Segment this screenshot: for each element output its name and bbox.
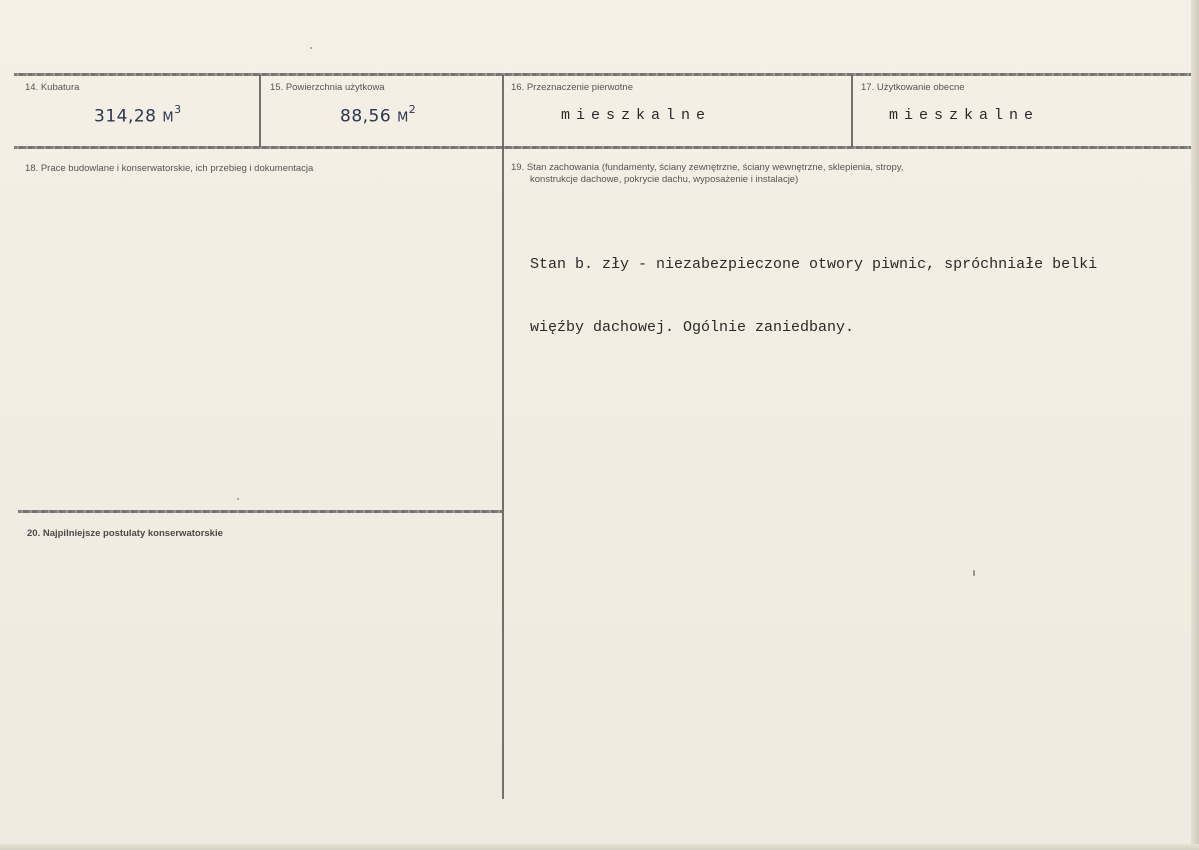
- card-edge-bottom: [0, 844, 1199, 850]
- kubatura-number: 314,28: [94, 106, 157, 127]
- kubatura-label: 14. Kubatura: [25, 82, 80, 93]
- paper-speck: [973, 570, 975, 576]
- prace-label: 18. Prace budowlane i konserwatorskie, ich przebieg i dokumentacja: [25, 163, 314, 174]
- stan-text-line2: więźby dachowej. Ogólnie zaniedbany.: [530, 319, 855, 336]
- left-split-rule: [18, 510, 502, 513]
- powierzchnia-value: [340, 105, 416, 127]
- paper-speck: [237, 498, 239, 500]
- paper-speck: [310, 47, 312, 49]
- card-edge-right: [1191, 0, 1199, 850]
- przeznaczenie-value: mieszkalne: [561, 107, 712, 124]
- przeznaczenie-label: 16. Przeznaczenie pierwotne: [511, 82, 633, 93]
- powierzchnia-number: 88,56: [340, 106, 392, 127]
- stan-text: [530, 212, 1170, 380]
- uzytkowanie-value: mieszkalne: [889, 107, 1040, 124]
- stan-text-line1: Stan b. zły - niezabezpieczone otwory piwnic, spróchniałe belki: [530, 256, 1098, 273]
- main-divider: [502, 75, 504, 799]
- uzytkowanie-label: 17. Użytkowanie obecne: [861, 82, 965, 93]
- kubatura-unit: M: [162, 110, 175, 126]
- powierzchnia-label: 15. Powierzchnia użytkowa: [270, 82, 385, 93]
- stan-label-line1: 19. Stan zachowania (fundamenty, ściany zewnętrzne, ściany wewnętrzne, sklepienia, stropy,: [511, 162, 904, 173]
- row1-bottom-rule: [14, 146, 1192, 149]
- top-rule: [14, 73, 1192, 76]
- powierzchnia-exponent: 2: [408, 103, 417, 116]
- kubatura-exponent: 3: [174, 103, 182, 116]
- stan-label-line2: konstrukcje dachowe, pokrycie dachu, wyposażenie i instalacje): [530, 174, 799, 185]
- postulaty-label: 20. Najpilniejsze postulaty konserwatorskie: [27, 528, 223, 539]
- divider-16-17: [851, 75, 853, 147]
- kubatura-value: [94, 105, 182, 127]
- powierzchnia-unit: M: [397, 110, 409, 126]
- divider-14-15: [259, 75, 261, 147]
